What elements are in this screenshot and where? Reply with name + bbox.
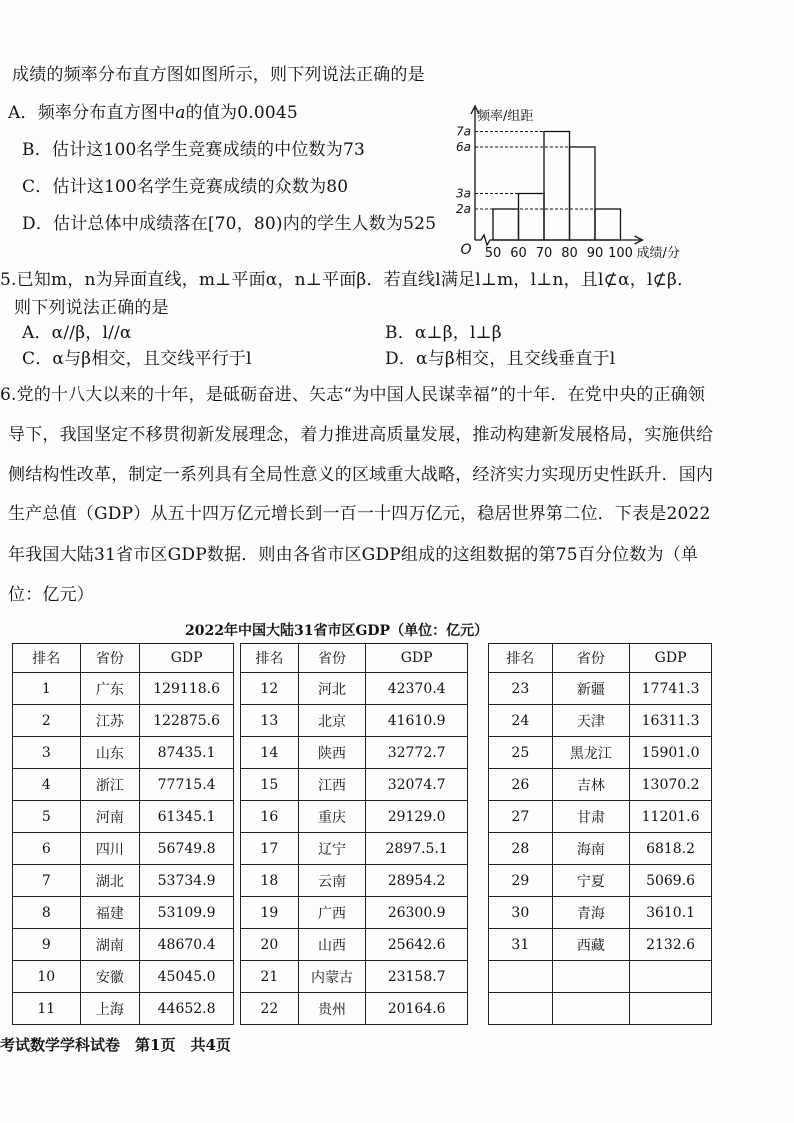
cell-rank: 24 (489, 705, 553, 737)
x-tick-label: 70 (535, 246, 553, 261)
header-province: 省份 (552, 644, 630, 673)
cell-rank (489, 993, 553, 1025)
table-row (489, 833, 712, 865)
question-5-number: 5. (0, 270, 17, 290)
table-row (489, 769, 712, 801)
cell-province: 辽宁 (298, 833, 366, 865)
table-row (13, 833, 234, 865)
header-province: 省份 (298, 644, 366, 673)
option-a-label: A． (8, 103, 38, 123)
option-d-label: D． (22, 214, 54, 234)
cell-gdp: 42370.4 (366, 673, 468, 705)
cell-province: 山东 (80, 737, 140, 769)
cell-province: 广西 (298, 897, 366, 929)
cell-province: 贵州 (298, 993, 366, 1025)
cell-rank: 10 (13, 961, 81, 993)
question-6-line2: 导下，我国坚定不移贯彻新发展理念，着力推进高质量发展，推动构建新发展格局，实施供给 (8, 425, 714, 445)
cell-province: 浙江 (80, 769, 140, 801)
cell-gdp: 16311.3 (630, 705, 712, 737)
cell-province: 天津 (552, 705, 630, 737)
table-row (13, 769, 234, 801)
table-row (241, 737, 468, 769)
question-6-line3: 侧结构性改革，制定一系列具有全局性意义的区域重大战略，经济实力实现历史性跃升．国内 (8, 465, 714, 485)
question-6-text-1: 党的十八大以来的十年，是砥砺奋进、矢志“为中国人民谋幸福”的十年．在党中央的正确领 (16, 385, 706, 405)
y-tick-label: 6a (456, 140, 471, 154)
cell-rank: 25 (489, 737, 553, 769)
option-a (8, 98, 298, 123)
table-row (13, 961, 234, 993)
header-rank: 排名 (13, 644, 81, 673)
cell-gdp: 26300.9 (366, 897, 468, 929)
table-row (13, 801, 234, 833)
table-row (241, 801, 468, 833)
x-tick-label: 90 (586, 246, 604, 261)
cell-gdp: 28954.2 (366, 865, 468, 897)
cell-gdp: 3610.1 (630, 897, 712, 929)
cell-rank: 22 (241, 993, 299, 1025)
origin-label: O (460, 242, 472, 258)
question-6-line1 (0, 380, 705, 405)
cell-rank: 27 (489, 801, 553, 833)
question-intro: 成绩的频率分布直方图如图所示，则下列说法正确的是 (12, 65, 425, 85)
cell-rank: 30 (489, 897, 553, 929)
cell-rank: 23 (489, 673, 553, 705)
cell-rank: 2 (13, 705, 81, 737)
page-footer: 考试数学学科试卷 第1页 共4页 (0, 1036, 231, 1054)
header-gdp: GDP (630, 644, 712, 673)
cell-rank: 29 (489, 865, 553, 897)
cell-rank: 14 (241, 737, 299, 769)
header-rank: 排名 (489, 644, 553, 673)
cell-province: 上海 (80, 993, 140, 1025)
option-c-text: 估计这100名学生竞赛成绩的众数为80 (52, 177, 349, 197)
y-axis-label: 频率/组距 (477, 109, 534, 124)
y-tick-label: 3a (456, 186, 471, 201)
cell-gdp: 129118.6 (140, 673, 234, 705)
cell-rank: 31 (489, 929, 553, 961)
cell-rank: 7 (13, 865, 81, 897)
x-tick-label: 60 (510, 246, 527, 261)
cell-province: 福建 (80, 897, 140, 929)
cell-gdp: 2132.6 (630, 929, 712, 961)
cell-rank: 11 (13, 993, 81, 1025)
cell-province: 江苏 (80, 705, 140, 737)
gdp-table-part-3 (488, 643, 712, 1025)
table-row (489, 705, 712, 737)
cell-province: 宁夏 (552, 865, 630, 897)
cell-province: 湖北 (80, 865, 140, 897)
table-row (241, 897, 468, 929)
gdp-table-part-1 (12, 643, 234, 1025)
cell-gdp: 41610.9 (366, 705, 468, 737)
cell-rank: 5 (13, 801, 81, 833)
option-a-var: a (175, 103, 186, 123)
cell-rank: 17 (241, 833, 299, 865)
table-row (241, 929, 468, 961)
cell-gdp: 13070.2 (630, 769, 712, 801)
cell-province: 青海 (552, 897, 630, 929)
table-row (13, 705, 234, 737)
question-5-option-a: A．α//β，l//α (22, 323, 132, 343)
table-row (13, 673, 234, 705)
header-gdp: GDP (140, 644, 234, 673)
cell-gdp: 122875.6 (140, 705, 234, 737)
cell-province: 陕西 (298, 737, 366, 769)
cell-province (552, 961, 630, 993)
x-tick-label: 50 (484, 246, 502, 261)
table-row (241, 961, 468, 993)
table-row (13, 929, 234, 961)
x-tick-label: 80 (561, 246, 578, 261)
question-6-number: 6. (0, 385, 17, 405)
table-row (241, 705, 468, 737)
cell-rank: 9 (13, 929, 81, 961)
cell-province: 云南 (298, 865, 366, 897)
cell-gdp: 48670.4 (140, 929, 234, 961)
option-d (22, 209, 436, 234)
cell-gdp: 11201.6 (630, 801, 712, 833)
cell-rank: 18 (241, 865, 299, 897)
table-row (489, 961, 712, 993)
cell-rank: 26 (489, 769, 553, 801)
cell-province: 安徽 (80, 961, 140, 993)
question-5-stem: 已知m，n为异面直线，m⊥平面α，n⊥平面β．若直线l满足l⊥m，l⊥n，且l⊄α，l⊄β． (16, 270, 695, 290)
histogram-bar (544, 132, 570, 241)
question-6-line4: 生产总值（GDP）从五十四万亿元增长到一百一十四万亿元，稳居世界第二位．下表是2022 (8, 504, 711, 524)
x-tick-label: 100 (608, 246, 633, 261)
cell-rank: 1 (13, 673, 81, 705)
cell-province: 西藏 (552, 929, 630, 961)
header-province: 省份 (80, 644, 140, 673)
table-row (489, 993, 712, 1025)
cell-gdp: 61345.1 (140, 801, 234, 833)
cell-province: 重庆 (298, 801, 366, 833)
header-gdp: GDP (366, 644, 468, 673)
header-rank: 排名 (241, 644, 299, 673)
table-row (489, 673, 712, 705)
gdp-table-part-2 (240, 643, 468, 1025)
cell-gdp: 17741.3 (630, 673, 712, 705)
cell-gdp (630, 993, 712, 1025)
cell-province: 河北 (298, 673, 366, 705)
cell-gdp: 2897.5.1 (366, 833, 468, 865)
option-b-label: B． (22, 140, 52, 160)
cell-province: 内蒙古 (298, 961, 366, 993)
cell-rank: 12 (241, 673, 299, 705)
cell-province: 新疆 (552, 673, 630, 705)
option-a-tail: 的值为0.0045 (185, 103, 298, 123)
option-b (22, 135, 365, 160)
table-row (489, 897, 712, 929)
cell-province: 湖南 (80, 929, 140, 961)
table-row (489, 801, 712, 833)
cell-rank: 16 (241, 801, 299, 833)
y-tick-label: 2a (456, 202, 471, 216)
cell-province: 甘肃 (552, 801, 630, 833)
cell-gdp: 77715.4 (140, 769, 234, 801)
table-row (241, 833, 468, 865)
question-5-option-b: B．α⊥β，l⊥β (385, 323, 502, 343)
table-row (241, 993, 468, 1025)
cell-gdp: 53109.9 (140, 897, 234, 929)
table-row (13, 737, 234, 769)
cell-province: 山西 (298, 929, 366, 961)
cell-province: 河南 (80, 801, 140, 833)
cell-province: 北京 (298, 705, 366, 737)
option-a-text: 频率分布直方图中 (37, 103, 176, 123)
cell-gdp (630, 961, 712, 993)
table-row (489, 929, 712, 961)
cell-gdp: 53734.9 (140, 865, 234, 897)
question-5-option-c: C．α与β相交，且交线平行于l (22, 349, 252, 369)
cell-gdp: 56749.8 (140, 833, 234, 865)
cell-province: 江西 (298, 769, 366, 801)
table-row (489, 865, 712, 897)
table-row (13, 897, 234, 929)
y-tick-label: 7a (456, 124, 471, 139)
question-6-line5: 年我国大陆31省市区GDP数据．则由各省市区GDP组成的这组数据的第75百分位数为（单 (8, 545, 699, 565)
cell-province: 四川 (80, 833, 140, 865)
table-row (241, 769, 468, 801)
cell-rank: 6 (13, 833, 81, 865)
frequency-histogram (440, 100, 740, 270)
cell-gdp: 32074.7 (366, 769, 468, 801)
question-6-line6: 位：亿元） (8, 585, 94, 605)
cell-province: 黑龙江 (552, 737, 630, 769)
cell-gdp: 32772.7 (366, 737, 468, 769)
cell-gdp: 6818.2 (630, 833, 712, 865)
cell-gdp: 20164.6 (366, 993, 468, 1025)
question-5-line1 (0, 265, 694, 290)
option-b-text: 估计这100名学生竞赛成绩的中位数为73 (51, 140, 365, 160)
option-d-text: 估计总体中成绩落在[70，80)内的学生人数为525 (53, 214, 437, 234)
cell-rank: 15 (241, 769, 299, 801)
cell-rank: 4 (13, 769, 81, 801)
cell-gdp: 25642.6 (366, 929, 468, 961)
cell-rank: 20 (241, 929, 299, 961)
option-c-label: C． (22, 177, 53, 197)
x-axis-label: 成绩/分 (636, 246, 680, 261)
question-5-option-d: D．α与β相交，且交线垂直于l (385, 349, 616, 369)
cell-gdp: 44652.8 (140, 993, 234, 1025)
histogram-bar (570, 147, 596, 240)
cell-gdp: 29129.0 (366, 801, 468, 833)
cell-province: 海南 (552, 833, 630, 865)
cell-gdp: 5069.6 (630, 865, 712, 897)
table-row (13, 993, 234, 1025)
cell-rank: 21 (241, 961, 299, 993)
table-row (13, 865, 234, 897)
table-row (241, 673, 468, 705)
option-c (22, 172, 348, 197)
histogram-bar (493, 209, 519, 240)
cell-province: 广东 (80, 673, 140, 705)
cell-province: 吉林 (552, 769, 630, 801)
cell-gdp: 23158.7 (366, 961, 468, 993)
cell-gdp: 87435.1 (140, 737, 234, 769)
table-row (241, 865, 468, 897)
cell-rank (489, 961, 553, 993)
cell-rank: 19 (241, 897, 299, 929)
table-title: 2022年中国大陆31省市区GDP（单位：亿元） (185, 623, 489, 639)
cell-gdp: 15901.0 (630, 737, 712, 769)
histogram-bar (595, 209, 621, 240)
cell-province (552, 993, 630, 1025)
cell-rank: 28 (489, 833, 553, 865)
cell-rank: 3 (13, 737, 81, 769)
cell-rank: 13 (241, 705, 299, 737)
question-5-line2: 则下列说法正确的是 (14, 298, 169, 318)
histogram-bar (519, 194, 545, 241)
cell-gdp: 45045.0 (140, 961, 234, 993)
cell-rank: 8 (13, 897, 81, 929)
table-row (489, 737, 712, 769)
